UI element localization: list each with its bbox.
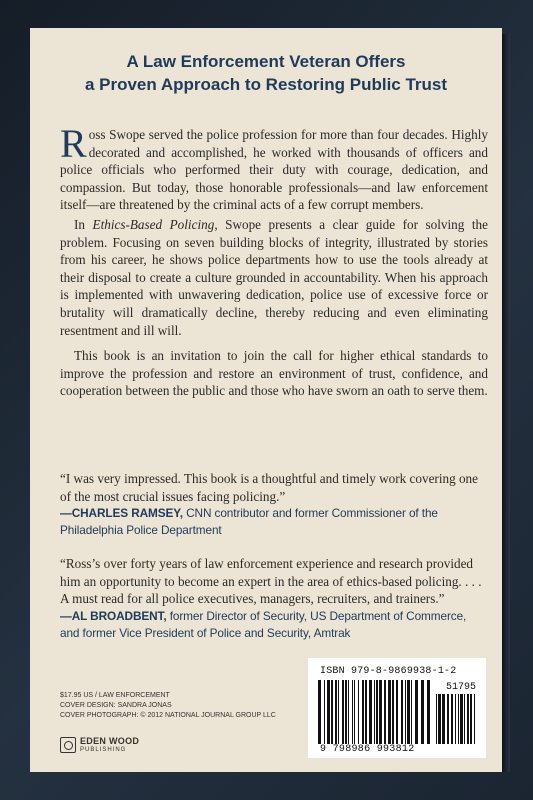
blurb-attribution: [60, 505, 488, 539]
cover-design-credit: COVER DESIGN: SANDRA JONAS: [60, 702, 172, 709]
publisher-name: EDEN WOOD: [80, 736, 140, 746]
cover-photo-credit: COVER PHOTOGRAPH: © 2012 NATIONAL JOURNAL GROUP LLC: [60, 712, 276, 719]
ean-barcode-icon: [318, 680, 430, 744]
blurb-quote: “Ross’s over forty years of law enforcement experience and research provided him an opportunity to become an expert in the area of ethics-based policing. . . . A must read for all police executives, managers, recruiters, and trainers.”: [60, 556, 482, 607]
publisher-subtitle: PUBLISHING: [80, 747, 127, 753]
price-code: 51795: [445, 682, 476, 693]
description-body: [60, 121, 488, 400]
blurb-broadbent: [60, 555, 488, 642]
drop-cap: R: [60, 121, 87, 166]
addon-barcode-icon: [436, 694, 478, 744]
headline-line-1: A Law Enforcement Veteran Offers: [126, 52, 406, 71]
publisher-mark-icon: [60, 737, 76, 753]
isbn-number: ISBN 979-8-9869938-1-2: [320, 666, 457, 677]
book-back-cover: [30, 28, 502, 772]
blurb-author: —CHARLES RAMSEY,: [60, 506, 183, 521]
blurb-author: —AL BROADBENT,: [60, 608, 167, 623]
publisher-logo: [60, 733, 139, 757]
description-paragraph-3: This book is an invitation to join the call for higher ethical standards to improve the profession and restore an environment of trust, confidence, and cooperation between the public and those who have sworn an oath to serve them.: [60, 348, 488, 399]
blurb-ramsey: [60, 470, 488, 539]
blurb-author-title: former Director of Security, US Department of Commerce, and former Vice President of Police and Security, Amtrak: [60, 608, 467, 640]
price-category: $17.95 US / LAW ENFORCEMENT: [60, 692, 170, 699]
description-paragraph-2: In Ethics-Based Policing, Swope presents a clear guide for solving the problem. Focusing on seven building blocks of integrity, illustrated by stories from his career, he shows police departments how to use the tools already at their disposal to create a culture grounded in accountability. When his approach is implemented with unwavering dedication, police use of excessive force or brutality will dramatically decline, thereby reducing and even eliminating resentment and ill will.: [60, 216, 488, 338]
description-paragraph-1: Ross Swope served the police profession for more than four decades. Highly decorated and accomplished, he worked with thousands of officers and police officials who performed their duty with courage, dedication, and compassion. But today, those honorable professionals—and law enforcement itself—are threatened by the criminal acts of a few corrupt members.: [60, 121, 488, 213]
blurb-author-title: CNN contributor and former Commissioner of the Philadelphia Police Department: [60, 506, 438, 538]
blurb-quote: “I was very impressed. This book is a thoughtful and timely work covering one of the most crucial issues facing policing.”: [60, 471, 479, 504]
cover-credits: [60, 691, 276, 721]
isbn-barcode: [308, 658, 486, 758]
blurb-attribution: [60, 608, 488, 642]
headline-line-2: a Proven Approach to Restoring Public Trust: [84, 75, 448, 94]
book-title-italic: Ethics-Based Policing: [92, 216, 215, 232]
ean-digits: 9 798986 993812: [320, 744, 415, 755]
cover-headline: [30, 50, 502, 96]
